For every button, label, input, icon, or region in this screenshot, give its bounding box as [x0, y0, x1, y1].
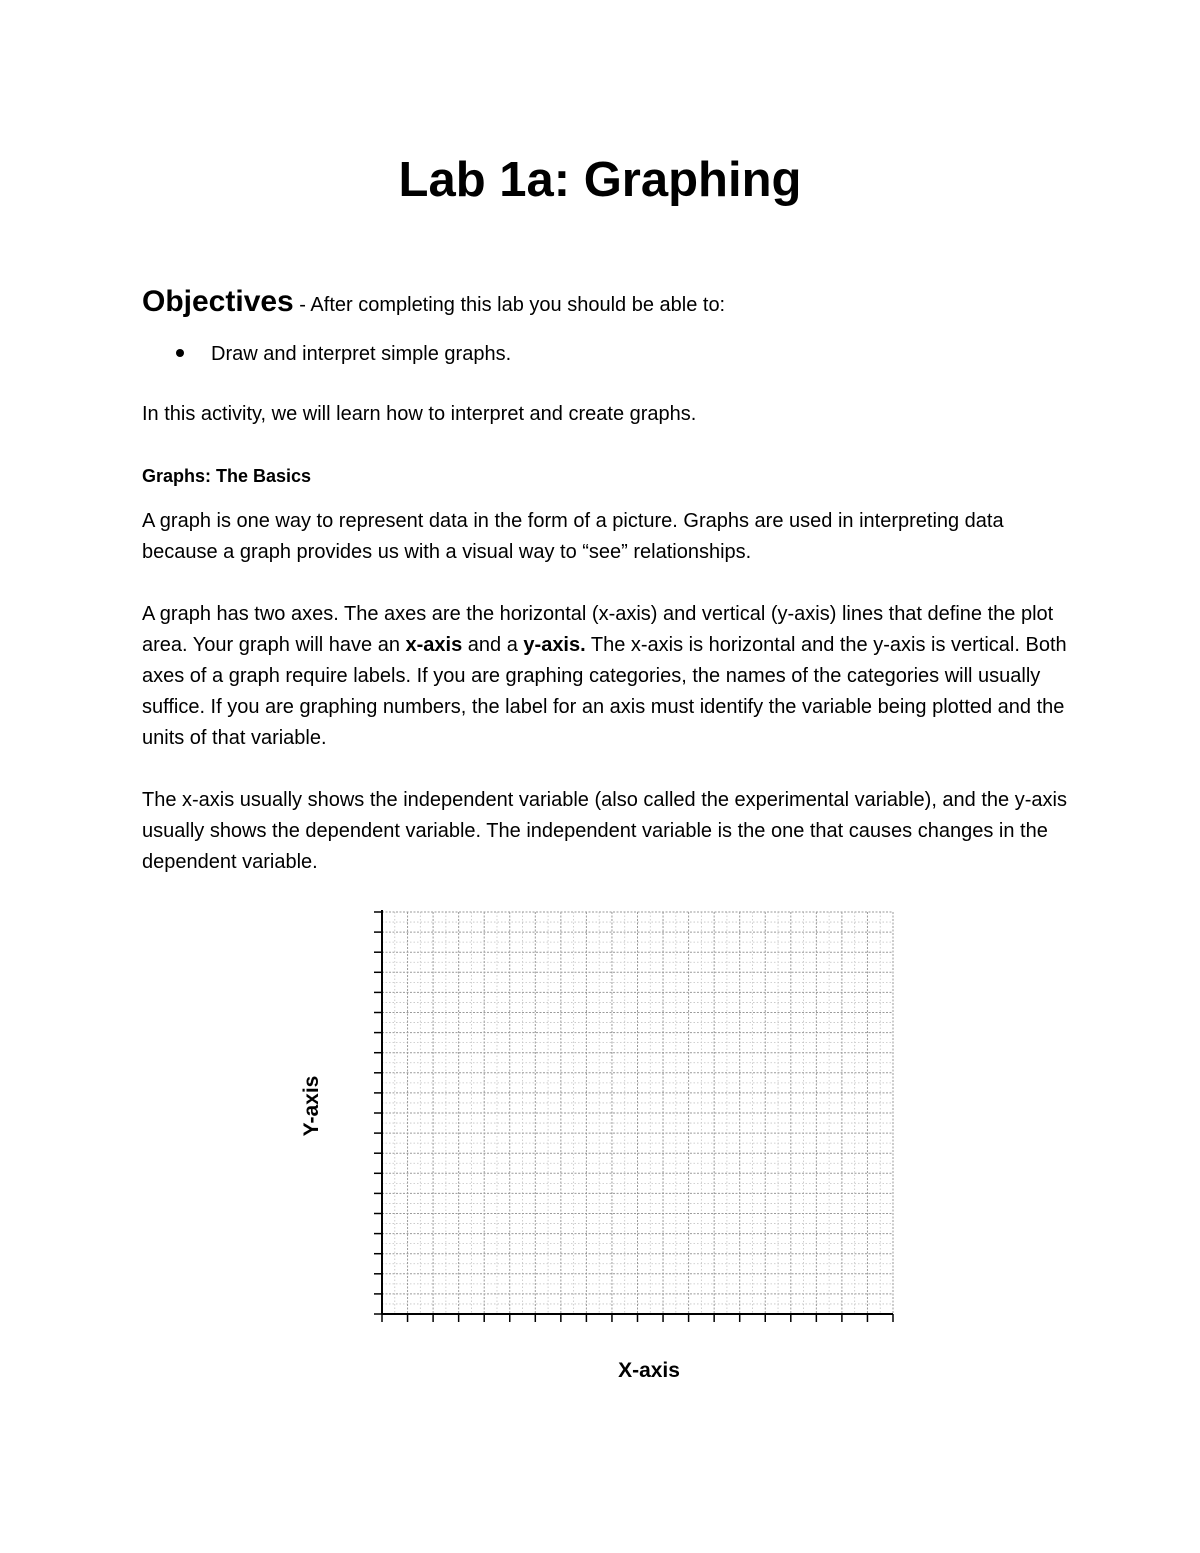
blank-graph-grid — [290, 900, 910, 1390]
objective-item-text: Draw and interpret simple graphs. — [211, 343, 512, 365]
grid-lines — [382, 912, 893, 1314]
axes-bold-y: y-axis. — [523, 634, 586, 656]
objective-item — [176, 340, 511, 368]
axes-text-1: A graph has two axes. The axes are the horizontal (x-axis) and vertical (y-axis) lines that define the plot area. Your graph will have an — [142, 603, 1054, 656]
graph-axes — [374, 910, 893, 1322]
x-axis-label: X-axis — [618, 1359, 680, 1382]
xaxis-paragraph: The x-axis usually shows the independent variable (also called the experimental variable), and the y-axis usually shows the dependent variable. The independent variable is the one that causes changes in the dependent variable. — [142, 789, 1067, 873]
axes-text-3: The x-axis is horizontal and the y-axis is vertical. Both axes of a graph require labels. If you are graphing categories, the names of the categories will usually suffice. If you are graphing numbers, the label for an axis must identify the variable being plotted and the units of that variable. — [142, 634, 1067, 749]
axes-text-2: and a — [462, 634, 524, 656]
objectives-line — [142, 282, 725, 327]
axes-paragraph — [142, 599, 1072, 754]
axes-bold-x: x-axis — [405, 634, 463, 656]
bullet-icon — [176, 349, 184, 357]
y-axis-label: Y-axis — [300, 1075, 323, 1137]
section-heading: Graphs: The Basics — [142, 466, 312, 486]
intro-paragraph: In this activity, we will learn how to interpret and create graphs. — [142, 403, 697, 425]
objectives-intro: - After completing this lab you should be able to: — [293, 294, 726, 316]
objectives-heading: Objectives — [142, 285, 294, 318]
page-title: Lab 1a: Graphing — [398, 153, 802, 207]
basics-paragraph: A graph is one way to represent data in the form of a picture. Graphs are used in interpreting data because a graph provides us with a visual way to “see” relationships. — [142, 510, 1004, 563]
